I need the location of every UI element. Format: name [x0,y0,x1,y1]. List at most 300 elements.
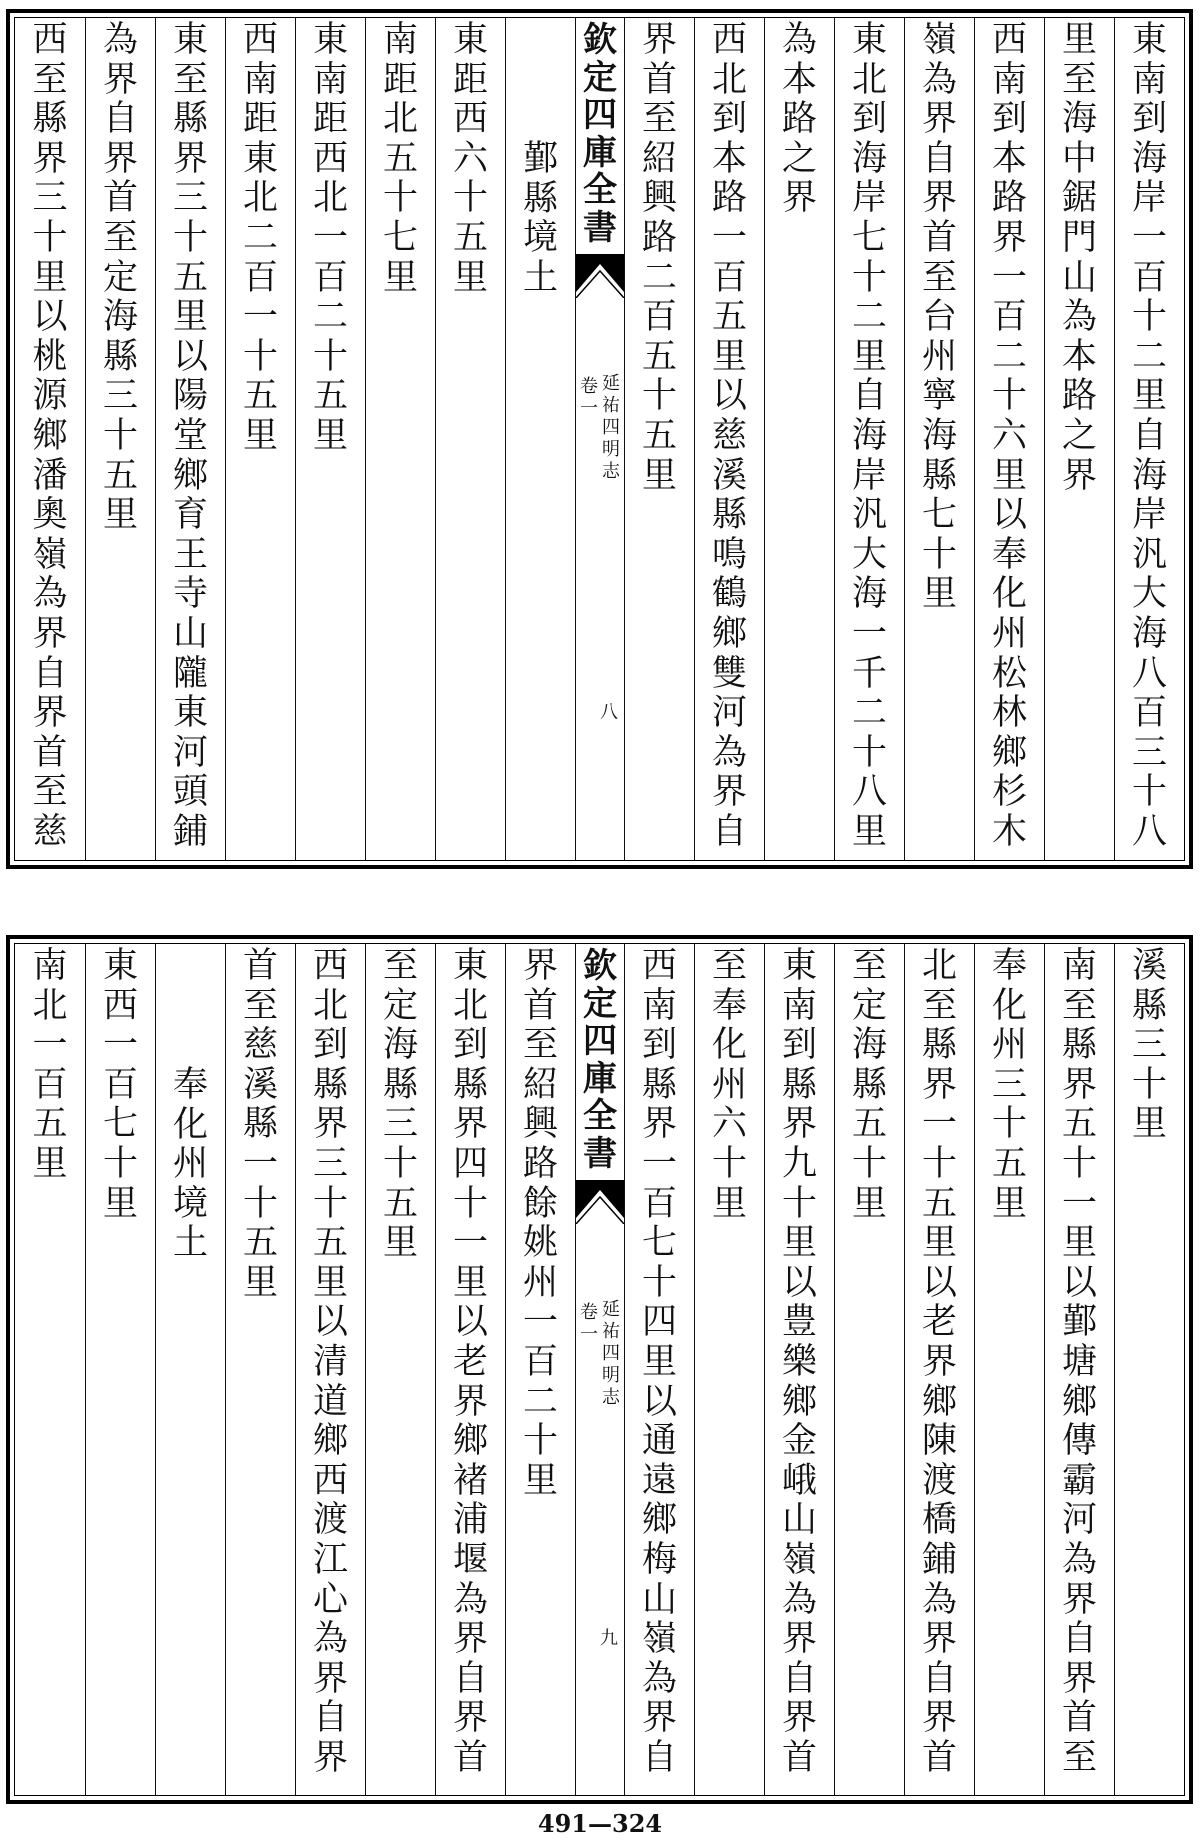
glyph: 縣 [172,99,208,140]
glyph: 鄉 [32,415,68,456]
glyph: 一 [991,257,1027,298]
glyph: 三 [102,376,138,417]
glyph: 十 [382,178,418,219]
glyph: 三 [312,1143,348,1184]
glyph: 奉 [172,1065,208,1105]
glyph: 至 [1061,1737,1097,1778]
glyph: 百 [1131,693,1167,734]
glyph: 西 [32,20,68,60]
glyph: 界 [921,1341,957,1382]
glyph: 至 [242,985,278,1026]
glyph: 路 [781,99,817,140]
glyph: 十 [641,1262,677,1303]
glyph: 州 [991,1025,1027,1066]
glyph: 岸 [851,455,887,496]
glyph: 十 [711,1143,747,1184]
glyph: 十 [452,178,488,219]
glyph: 里 [312,415,348,456]
glyph: 界 [32,613,68,654]
glyph: 一 [1061,1183,1097,1224]
text-column [1044,944,1114,1795]
glyph: 界 [921,99,957,140]
glyph: 門 [1061,217,1097,258]
glyph: 五 [172,257,208,298]
glyph: 一 [851,613,887,654]
glyph: 全 [583,170,617,210]
book-title [600,1299,622,1409]
glyph: 鄉 [312,1421,348,1462]
glyph: 十 [312,336,348,377]
glyph: 至 [921,985,957,1026]
glyph: 八 [600,702,618,723]
glyph: 餘 [522,1183,558,1224]
glyph: 山 [641,1579,677,1620]
glyph: 隴 [172,653,208,694]
column-grid [14,943,1185,1796]
glyph: 奉 [711,985,747,1026]
glyph: 一 [1131,217,1167,258]
glyph: 為 [1061,297,1097,338]
center-column [575,944,624,1795]
glyph: 到 [641,1025,677,1066]
glyph: 鳴 [711,534,747,575]
glyph: 鄉 [172,455,208,496]
glyph: 汎 [1131,534,1167,575]
glyph: 界 [452,1619,488,1660]
glyph: 奉 [991,946,1027,986]
text-column [904,18,974,860]
glyph: 縣 [781,1064,817,1105]
glyph: 縣 [921,455,957,496]
glyph: 山 [1061,257,1097,298]
glyph: 首 [452,1737,488,1778]
glyph: 縣 [641,1064,677,1105]
glyph: 延 [602,373,620,394]
glyph: 四 [583,1021,617,1061]
glyph: 里 [522,1460,558,1501]
glyph: 界 [781,1698,817,1739]
glyph: 五 [102,455,138,496]
glyph: 南 [242,59,278,100]
glyph: 三 [32,178,68,219]
glyph: 寧 [921,376,957,417]
glyph: 渡 [312,1500,348,1541]
glyph: 至 [921,257,957,298]
glyph: 紹 [522,1064,558,1105]
glyph: 鶴 [711,574,747,615]
glyph: 里 [382,257,418,298]
glyph: 土 [522,257,558,298]
glyph: 界 [1061,1579,1097,1620]
glyph: 五 [851,1104,887,1145]
text-column [365,944,435,1795]
glyph: 六 [711,1104,747,1145]
glyph: 一 [580,1324,598,1345]
glyph: 鄞 [1061,1302,1097,1343]
glyph: 到 [781,1025,817,1066]
leaf-panel-bottom [6,935,1193,1804]
glyph: 江 [312,1539,348,1580]
glyph: 路 [711,178,747,219]
glyph: 為 [312,1619,348,1660]
glyph: 十 [1061,1143,1097,1184]
glyph: 一 [522,1302,558,1343]
glyph: 紹 [641,138,677,179]
glyph: 奉 [991,534,1027,575]
glyph: 十 [102,415,138,456]
glyph: 東 [781,946,817,986]
text-column [295,18,365,860]
glyph: 七 [851,217,887,258]
glyph: 十 [102,1143,138,1184]
glyph: 縣 [382,1064,418,1105]
glyph: 界 [1061,1064,1097,1105]
glyph: 台 [921,297,957,338]
glyph: 海 [1131,613,1167,654]
glyph: 北 [312,178,348,219]
glyph: 自 [851,376,887,417]
glyph: 北 [32,985,68,1026]
glyph: 界 [641,1104,677,1145]
glyph: 州 [991,613,1027,654]
glyph: 鋸 [1061,178,1097,219]
glyph: 至 [382,946,418,986]
glyph: 里 [641,1341,677,1382]
glyph: 海 [851,1025,887,1066]
glyph: 自 [781,1658,817,1699]
glyph: 南 [991,59,1027,100]
glyph: 清 [312,1341,348,1382]
glyph: 溪 [1131,946,1167,986]
glyph: 自 [641,1737,677,1778]
glyph: 為 [921,59,957,100]
glyph: 南 [1131,59,1167,100]
glyph: 雙 [711,653,747,694]
glyph: 塘 [1061,1341,1097,1382]
glyph: 岸 [1131,178,1167,219]
glyph: 首 [921,1737,957,1778]
glyph: 鄞 [522,139,558,179]
glyph: 北 [452,985,488,1026]
glyph: 松 [991,653,1027,694]
glyph: 南 [32,946,68,986]
glyph: 奧 [32,495,68,536]
glyph: 化 [991,574,1027,615]
glyph: 至 [1061,985,1097,1026]
glyph: 為 [32,574,68,615]
glyph: 欽 [583,946,617,986]
glyph: 為 [781,20,817,60]
folio-number [598,702,620,724]
glyph: 南 [641,985,677,1026]
text-column [624,944,694,1795]
glyph: 界 [1061,455,1097,496]
glyph: 明 [602,1365,620,1386]
glyph: 堰 [452,1539,488,1580]
text-column [365,18,435,860]
glyph: 卷 [580,1302,598,1323]
glyph: 里 [851,811,887,852]
glyph: 嶺 [781,1539,817,1580]
glyph: 距 [382,59,418,100]
glyph: 縣 [1061,1025,1097,1066]
glyph: 東 [242,138,278,179]
glyph: 里 [711,336,747,377]
glyph: 界 [1061,1658,1097,1699]
glyph: 土 [172,1223,208,1264]
glyph: 五 [312,376,348,417]
glyph: 十 [991,1104,1027,1145]
glyph: 老 [921,1302,957,1343]
glyph: 里 [32,1143,68,1184]
glyph: 至 [711,946,747,986]
glyph: 興 [641,178,677,219]
glyph: 里 [1131,1104,1167,1145]
glyph: 鄉 [711,613,747,654]
glyph: 溪 [242,1064,278,1105]
glyph: 岸 [851,178,887,219]
glyph: 自 [452,1658,488,1699]
glyph: 至 [1061,59,1097,100]
glyph: 杉 [991,772,1027,813]
glyph: 為 [102,20,138,60]
glyph: 七 [921,495,957,536]
glyph: 一 [242,297,278,338]
glyph: 嶺 [32,534,68,575]
glyph: 到 [851,99,887,140]
glyph: 縣 [102,336,138,377]
glyph: 界 [711,772,747,813]
glyph: 五 [32,1104,68,1145]
glyph: 四 [602,1343,620,1364]
glyph: 首 [921,217,957,258]
glyph: 祐 [602,395,620,416]
glyph: 境 [522,218,558,259]
text-column [85,944,155,1795]
glyph: 北 [921,946,957,986]
glyph: 里 [242,1262,278,1303]
glyph: 西 [242,20,278,60]
glyph: 三 [382,1104,418,1145]
glyph: 到 [452,1025,488,1066]
glyph: 以 [452,1302,488,1343]
glyph: 界 [312,1737,348,1778]
glyph: 百 [1131,257,1167,298]
glyph: 里 [641,455,677,496]
glyph: 到 [1131,99,1167,140]
glyph: 十 [242,336,278,377]
glyph: 中 [1061,138,1097,179]
glyph: 庫 [583,132,617,173]
glyph: 二 [991,336,1027,377]
glyph: 東 [312,20,348,60]
text-column [1114,18,1184,860]
glyph: 本 [1061,336,1097,377]
glyph: 一 [452,1223,488,1264]
glyph: 四 [583,95,617,135]
glyph: 路 [522,1143,558,1184]
series-title [576,22,624,247]
glyph: 志 [602,1387,620,1408]
glyph: 十 [522,1421,558,1462]
glyph: 九 [600,1628,618,1649]
glyph: 書 [583,1133,617,1174]
glyph: 頭 [172,772,208,813]
glyph: 首 [242,946,278,986]
glyph: 之 [1061,415,1097,456]
text-column [834,18,904,860]
glyph: 十 [242,1183,278,1224]
glyph: 老 [452,1341,488,1382]
glyph: 為 [452,1579,488,1620]
glyph: 自 [312,1698,348,1739]
glyph: 為 [781,1579,817,1620]
glyph: 西 [452,99,488,140]
text-column [764,18,834,860]
glyph: 自 [921,138,957,179]
glyph: 百 [711,257,747,298]
glyph: 一 [641,1143,677,1184]
text-column [225,944,295,1795]
glyph: 東 [452,20,488,60]
glyph: 庫 [583,1058,617,1099]
glyph: 慈 [711,415,747,456]
glyph: 鄉 [921,1381,957,1422]
glyph: 十 [312,1183,348,1224]
glyph: 界 [991,217,1027,258]
glyph: 至 [522,1025,558,1066]
glyph: 百 [641,1183,677,1224]
text-column [155,18,225,860]
glyph: 百 [522,1341,558,1382]
glyph: 源 [32,376,68,417]
glyph: 定 [102,257,138,298]
glyph: 十 [851,257,887,298]
glyph: 興 [522,1104,558,1145]
text-column [295,944,365,1795]
glyph: 鋪 [172,811,208,852]
glyph: 以 [32,297,68,338]
glyph: 為 [641,1658,677,1699]
glyph: 十 [172,217,208,258]
glyph: 傳 [1061,1421,1097,1462]
text-column [85,18,155,860]
glyph: 金 [781,1421,817,1462]
glyph: 境 [172,1183,208,1224]
glyph: 為 [921,1579,957,1620]
glyph: 以 [781,1262,817,1303]
glyph: 界 [921,178,957,219]
glyph: 遠 [641,1460,677,1501]
glyph: 南 [382,20,418,60]
glyph: 界 [641,20,677,60]
glyph: 姚 [522,1223,558,1264]
glyph: 首 [522,985,558,1026]
text-column [834,944,904,1795]
glyph: 到 [711,99,747,140]
glyph: 界 [172,138,208,179]
glyph: 以 [1061,1262,1097,1303]
glyph: 首 [641,59,677,100]
glyph: 界 [522,946,558,986]
glyph: 十 [641,376,677,417]
glyph: 浦 [452,1500,488,1541]
glyph: 州 [711,1064,747,1105]
glyph: 里 [312,1262,348,1303]
glyph: 河 [172,732,208,773]
glyph: 里 [1061,20,1097,60]
glyph: 界 [102,59,138,100]
series-title [576,948,624,1173]
glyph: 西 [991,20,1027,60]
glyph: 東 [1131,20,1167,60]
glyph: 海 [102,297,138,338]
glyph: 北 [851,59,887,100]
glyph: 十 [781,1183,817,1224]
glyph: 二 [851,297,887,338]
glyph: 百 [102,1064,138,1105]
glyph: 南 [312,59,348,100]
glyph: 五 [991,1143,1027,1184]
glyph: 里 [1061,1223,1097,1264]
glyph: 十 [452,1183,488,1224]
glyph: 里 [102,495,138,536]
glyph: 界 [781,178,817,219]
glyph: 祐 [602,1321,620,1342]
glyph: 三 [1131,732,1167,773]
glyph: 東 [851,20,887,60]
glyph: 化 [711,1025,747,1066]
glyph: 西 [312,1460,348,1501]
glyph: 十 [1131,1064,1167,1105]
glyph: 書 [583,207,617,248]
glyph: 南 [1061,946,1097,986]
glyph: 五 [641,336,677,377]
text-column [435,18,505,860]
text-column [624,18,694,860]
glyph: 里 [711,1183,747,1224]
glyph: 千 [851,653,887,694]
glyph: 卷 [580,376,598,397]
glyph: 里 [921,574,957,615]
glyph: 海 [851,138,887,179]
section-heading [155,944,225,1795]
glyph: 十 [1131,772,1167,813]
glyph: 距 [452,59,488,100]
glyph: 延 [602,1299,620,1320]
glyph: 五 [641,415,677,456]
glyph: 鋪 [921,1539,957,1580]
glyph: 里 [781,1223,817,1264]
glyph: 東 [102,946,138,986]
glyph: 縣 [921,1025,957,1066]
glyph: 西 [641,946,677,986]
glyph: 至 [32,772,68,813]
glyph: 東 [452,946,488,986]
glyph: 大 [851,534,887,575]
glyph: 二 [522,1381,558,1422]
glyph: 志 [602,461,620,482]
glyph: 二 [641,257,677,298]
glyph: 自 [32,653,68,694]
glyph: 縣 [711,495,747,536]
glyph: 八 [1131,811,1167,852]
glyph: 河 [711,693,747,734]
glyph: 七 [102,1104,138,1145]
glyph: 為 [1061,1539,1097,1580]
glyph: 七 [641,1223,677,1264]
glyph: 路 [641,217,677,258]
